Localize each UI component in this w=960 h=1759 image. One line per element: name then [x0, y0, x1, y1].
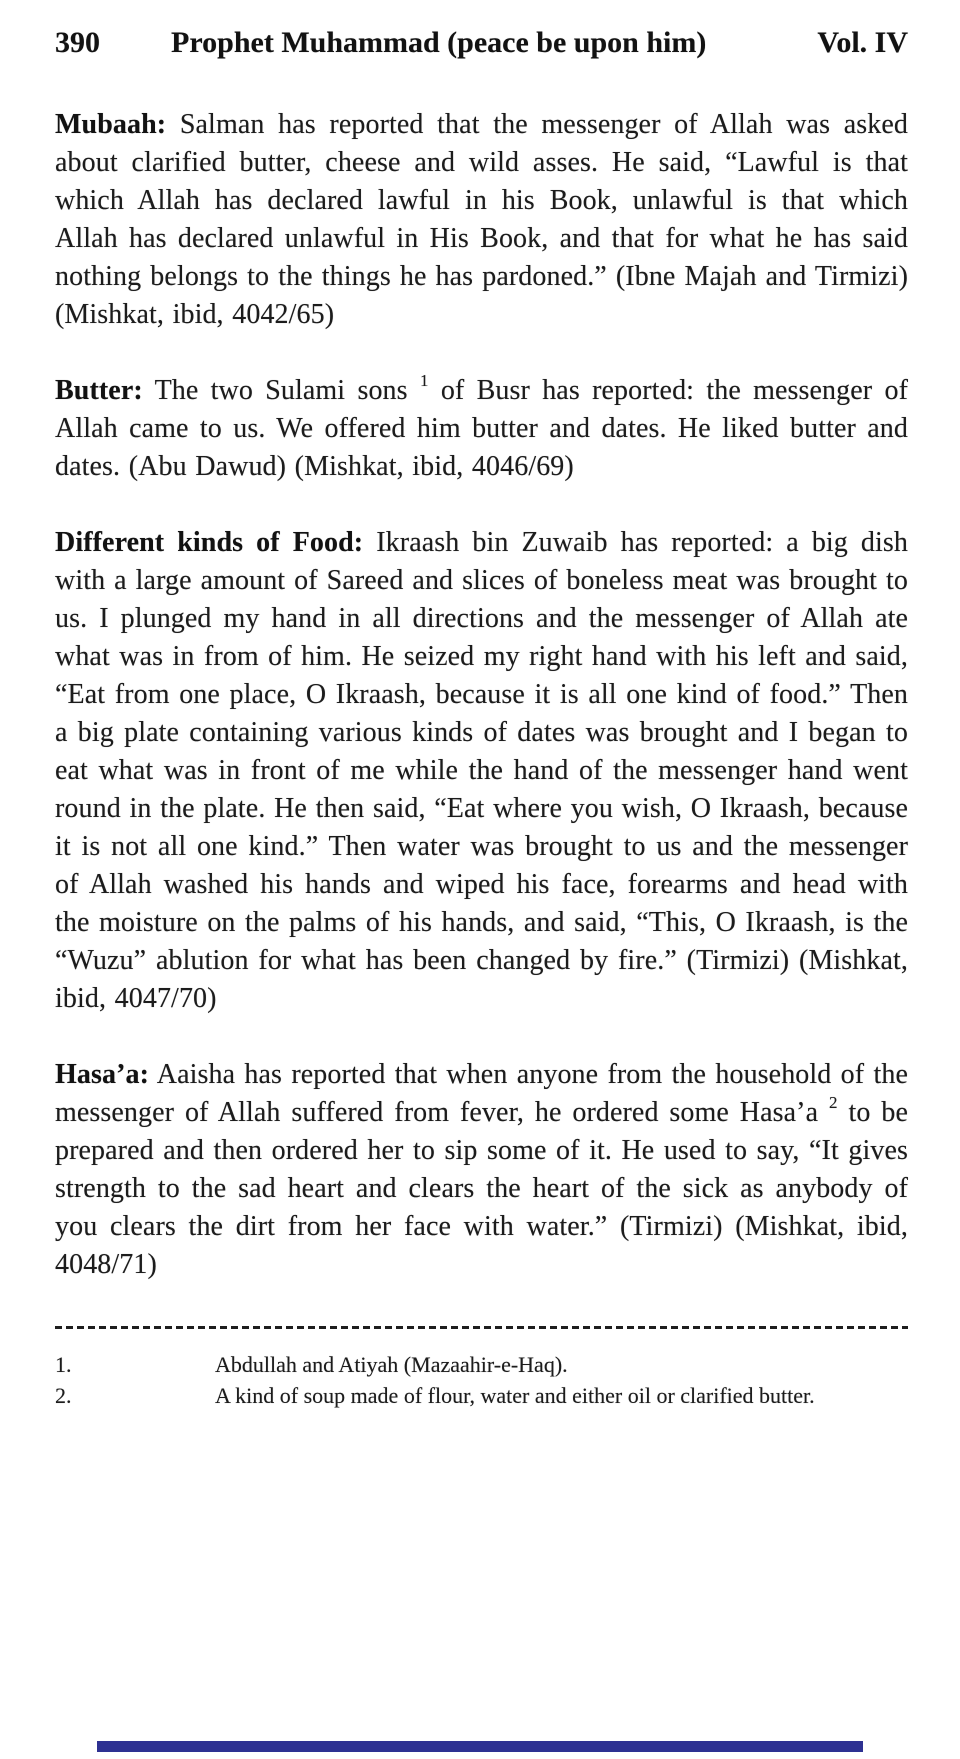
footnote-text: Abdullah and Atiyah (Mazaahir-e-Haq). [215, 1352, 568, 1377]
paragraph-text: to be prepared and then ordered her to sip some of it. He used to say, “It gives strength to the sad heart and clears the heart of the sick as anybody of you clears the dirt from her face with water.” (Tirmizi) (Mishkat, ibid, 4048/71) [55, 1097, 908, 1280]
paragraph-text: of Busr has reported: the messenger of Allah came to us. We offered him butter and dates. He liked butter and dates. (Abu Dawud) (Mishkat, ibid, 4046/69) [55, 375, 908, 482]
footnote-ref-1: 1 [419, 371, 429, 390]
footnote-item [55, 1380, 908, 1411]
paragraph-lead: Mubaah: [55, 109, 167, 140]
volume-label: Vol. IV [817, 26, 908, 59]
page-header [55, 26, 908, 60]
footnote-number: 2. [55, 1383, 72, 1408]
paragraph-text: Ikraash bin Zuwaib has reported: a big dish with a large amount of Sareed and slices of boneless meat was brought to us. I plunged my hand in all directions and the messenger of Allah ate what was in from of him. He seized my right hand with his left and said, “Eat from one place, O Ikraash, because it is all one kind of food.” Then a big plate containing various kinds of dates was brought and I began to eat what was in front of me while the hand of the messenger hand went round in the plate. He then said, “Eat where you wish, O Ikraash, because it is not all one kind.” Then water was brought to us and the messenger of Allah washed his hands and wiped his face, forearms and head with the moisture on the palms of his hands, and said, “This, O Ikraash, is the “Wuzu” ablution for what has been changed by fire.” (Tirmizi) (Mishkat, ibid, 4047/70) [55, 527, 908, 1014]
paragraph-lead: Hasa’a: [55, 1059, 150, 1090]
footnote-number: 1. [55, 1352, 72, 1377]
running-title: Prophet Muhammad (peace be upon him) [171, 26, 707, 59]
page-number: 390 [55, 26, 100, 59]
footnote-text: A kind of soup made of flour, water and either oil or clarified butter. [215, 1383, 815, 1408]
paragraph-mubaah [55, 106, 908, 334]
footnote-item [55, 1349, 908, 1380]
paragraph-text: Aaisha has reported that when anyone from the household of the messenger of Allah suffered from fever, he ordered some Hasa’a [55, 1059, 908, 1128]
footnote-ref-2: 2 [829, 1093, 838, 1112]
paragraph-text: The two Sulami sons [154, 375, 408, 406]
paragraph-different-kinds [55, 524, 908, 1018]
paragraph-lead: Butter: [55, 375, 143, 406]
paragraph-lead: Different kinds of Food: [55, 527, 364, 558]
footnote-separator-rule [55, 1326, 908, 1329]
footnotes-block [55, 1349, 908, 1411]
paragraph-butter [55, 372, 908, 486]
bottom-scan-artifact-bar [97, 1741, 863, 1752]
paragraph-text: Salman has reported that the messenger of Allah was asked about clarified butter, cheese and wild asses. He said, “Lawful is that which Allah has declared lawful in his Book, unlawful is that which Allah has declared unlawful in His Book, and that for what he has said nothing belongs to the things he has pardoned.” (Ibne Majah and Tirmizi) (Mishkat, ibid, 4042/65) [55, 109, 908, 330]
paragraph-hasaa [55, 1056, 908, 1284]
